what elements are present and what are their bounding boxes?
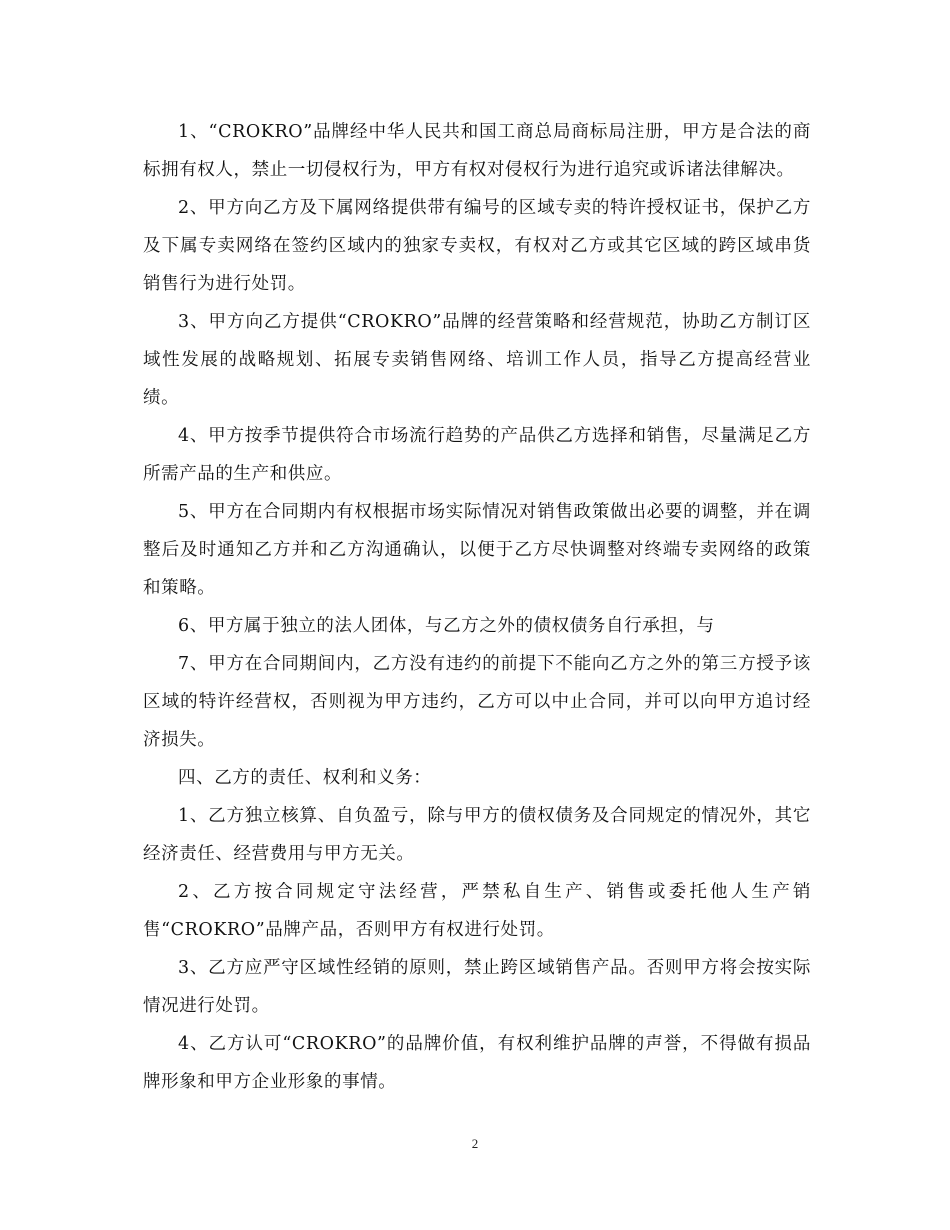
paragraph: 4、甲方按季节提供符合市场流行趋势的产品供乙方选择和销售，尽量满足乙方所需产品的生产和供应。: [143, 426, 811, 484]
paragraph: 7、甲方在合同期间内，乙方没有违约的前提下不能向乙方之外的第三方授予该区域的特许经营权，否则视为甲方违约，乙方可以中止合同，并可以向甲方追讨经济损失。: [143, 654, 811, 750]
paragraph: 3、乙方应严守区域性经销的原则，禁止跨区域销售产品。否则甲方将会按实际情况进行处罚。: [143, 958, 811, 1016]
paragraph: 1、乙方独立核算、自负盈亏，除与甲方的债权债务及合同规定的情况外，其它经济责任、经营费用与甲方无关。: [143, 806, 811, 864]
paragraph: 3、甲方向乙方提供“CROKRO”品牌的经营策略和经营规范，协助乙方制订区域性发展的战略规划、拓展专卖销售网络、培训工作人员，指导乙方提高经营业绩。: [143, 312, 811, 408]
paragraph: 6、甲方属于独立的法人团体，与乙方之外的债权债务自行承担，与: [178, 616, 715, 636]
document-body: [143, 113, 811, 1101]
paragraph: 5、甲方在合同期内有权根据市场实际情况对销售政策做出必要的调整，并在调整后及时通知乙方并和乙方沟通确认，以便于乙方尽快调整对终端专卖网络的政策和策略。: [143, 502, 811, 598]
paragraph: 2、甲方向乙方及下属网络提供带有编号的区域专卖的特许授权证书，保护乙方及下属专卖网络在签约区域内的独家专卖权，有权对乙方或其它区域的跨区域串货销售行为进行处罚。: [143, 198, 811, 294]
paragraph: 2、乙方按合同规定守法经营，严禁私自生产、销售或委托他人生产销售“CROKRO”品牌产品，否则甲方有权进行处罚。: [143, 882, 811, 940]
paragraph: 4、乙方认可“CROKRO”的品牌价值，有权利维护品牌的声誉，不得做有损品牌形象和甲方企业形象的事情。: [143, 1034, 811, 1092]
page-number: 2: [471, 1136, 479, 1151]
section-heading: 四、乙方的责任、权利和义务：: [178, 768, 432, 788]
paragraph: 1、“CROKRO”品牌经中华人民共和国工商总局商标局注册，甲方是合法的商标拥有权人，禁止一切侵权行为，甲方有权对侵权行为进行追究或诉诸法律解决。: [143, 122, 811, 180]
